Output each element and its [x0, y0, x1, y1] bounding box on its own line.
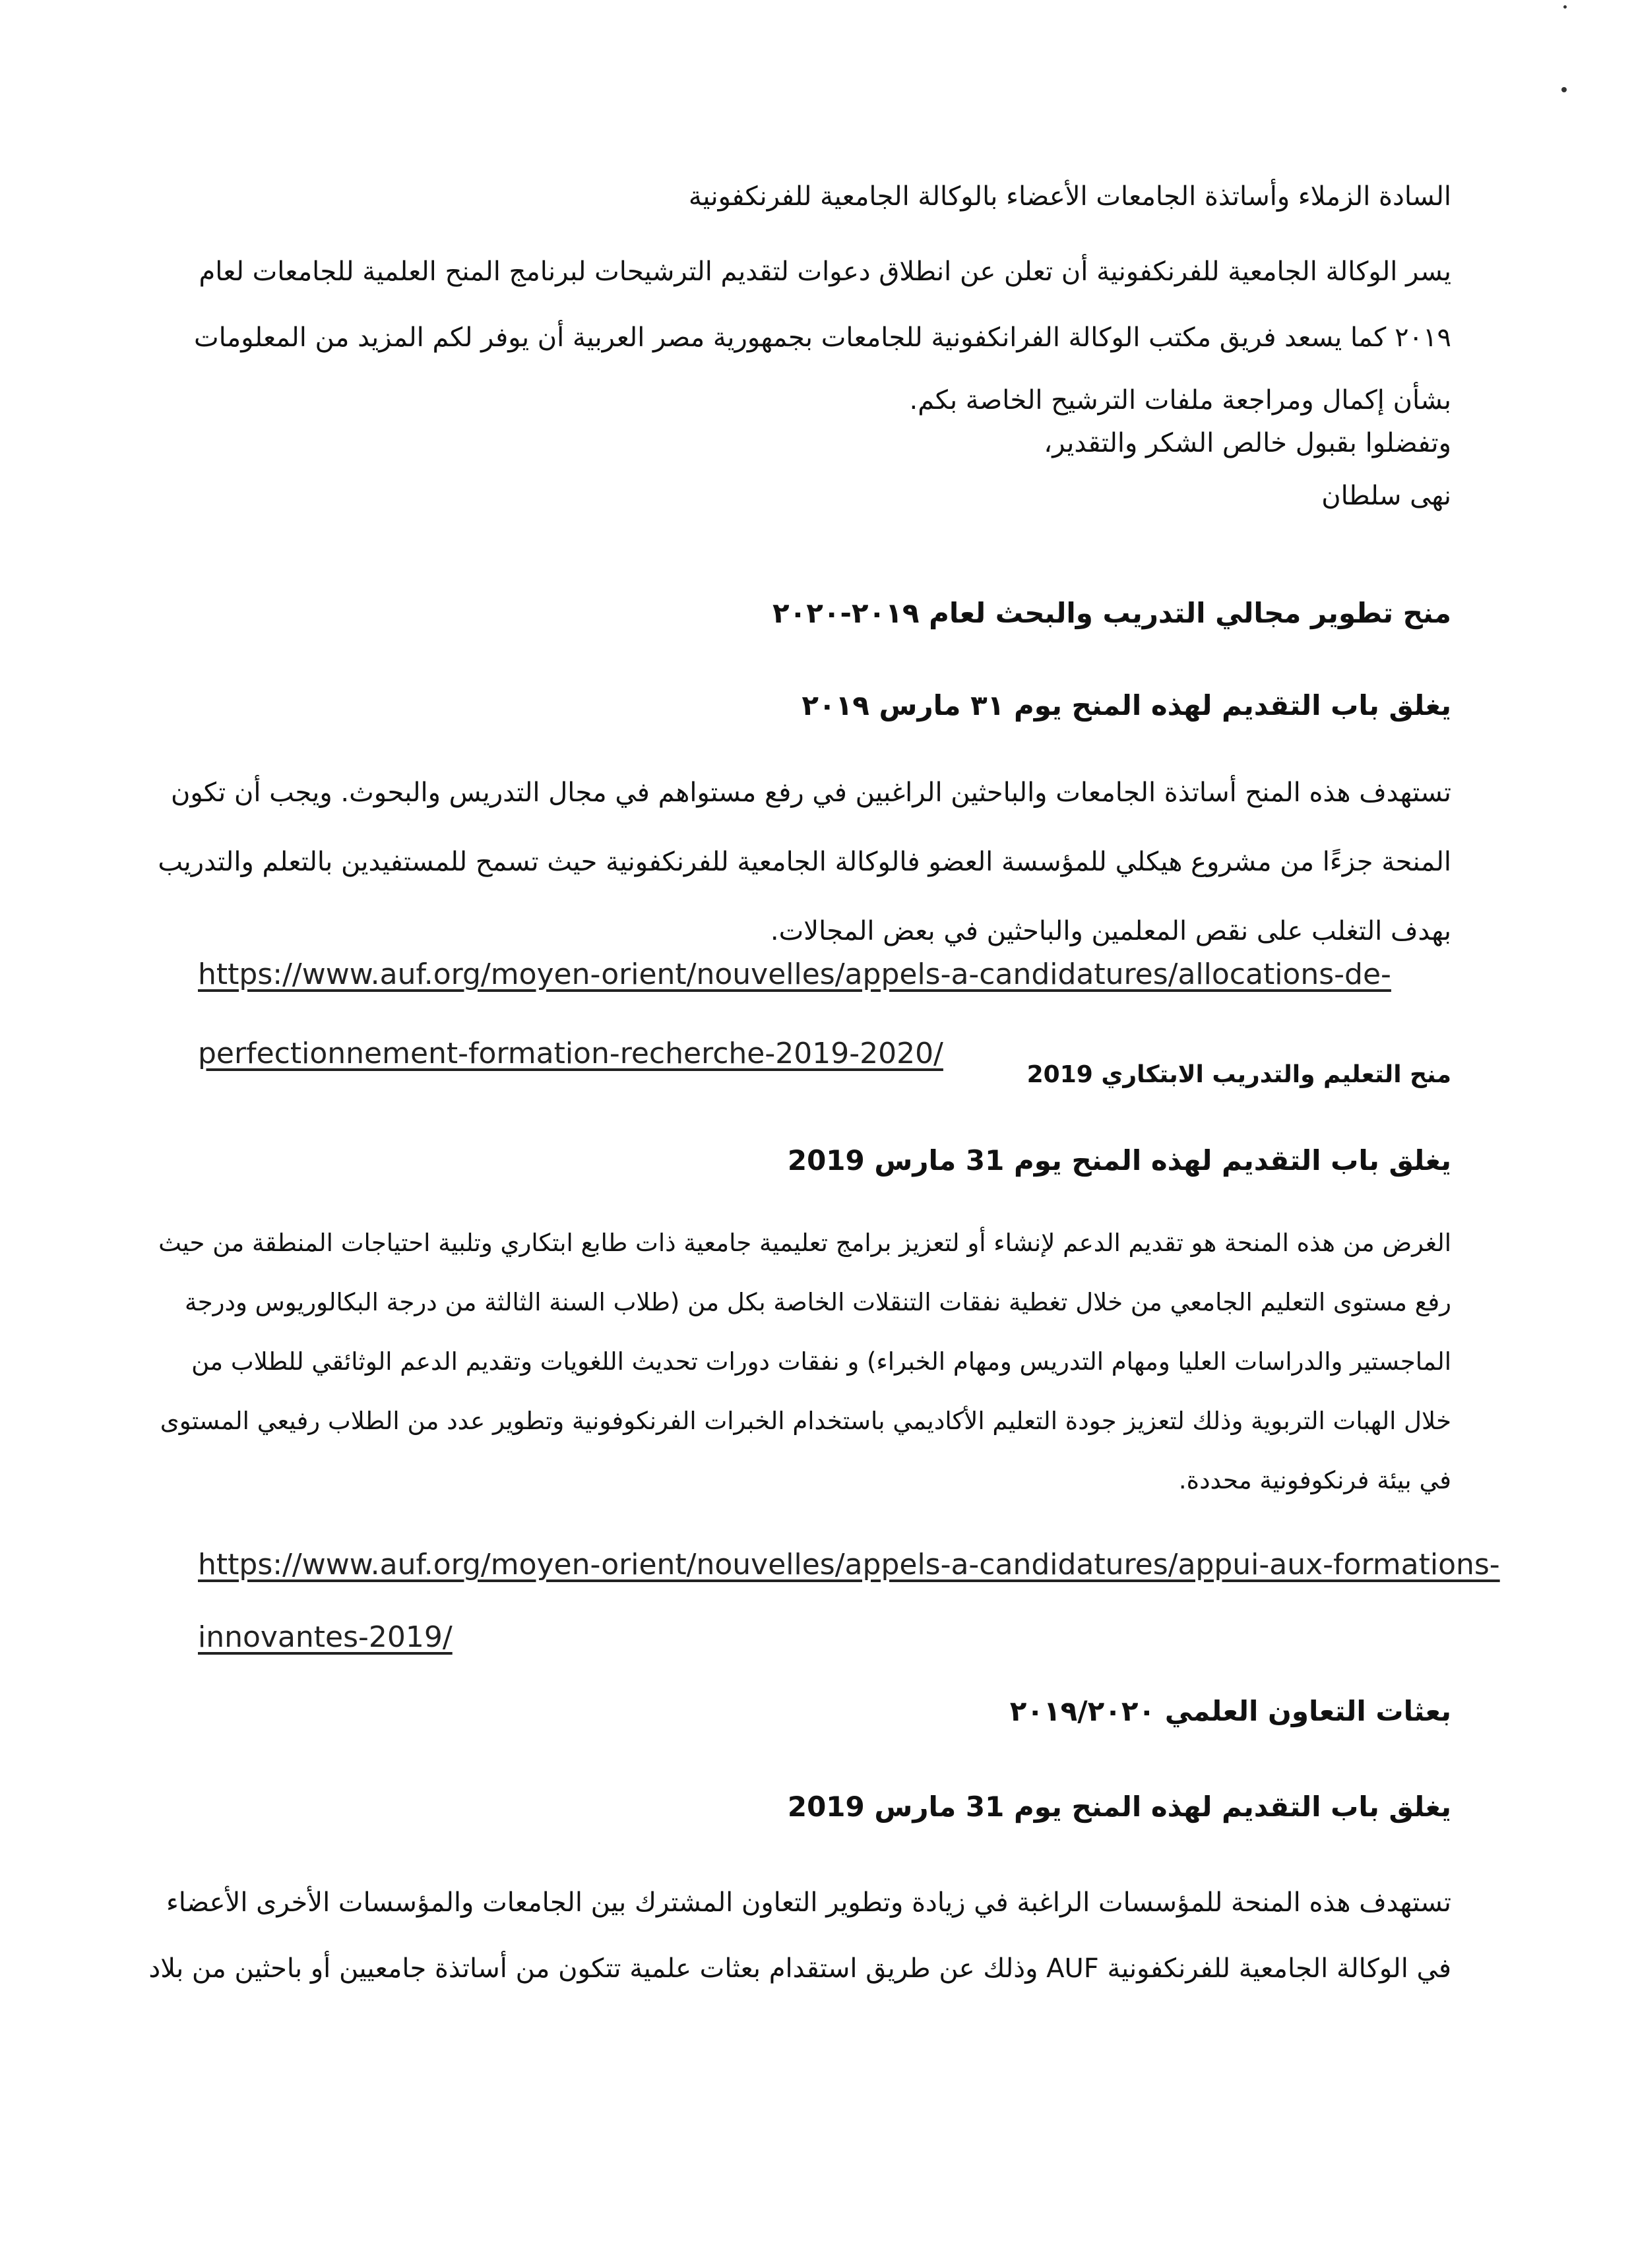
- section2-deadline: يغلق باب التقديم لهذه المنح يوم 31 مارس 2019: [787, 1144, 1451, 1177]
- section3-line-1: تستهدف هذه المنحة للمؤسسات الراغبة في زيادة وتطوير التعاون المشترك بين الجامعات والمؤسسات الأخرى الأعضاء: [166, 1887, 1451, 1918]
- section1-line-1: تستهدف هذه المنح أساتذة الجامعات والباحثين الراغبين في رفع مستواهم في مجال التدريس والبحوث. ويجب أن تكون: [170, 778, 1451, 808]
- section1-line-2: المنحة جزءًا من مشروع هيكلي للمؤسسة العضو فالوكالة الجامعية للفرنكفونية حيث تسمح للمستفيدين بالتعلم والتدريب: [158, 847, 1451, 877]
- section2-line-1: الغرض من هذه المنحة هو تقديم الدعم لإنشاء أو لتعزيز برامج تعليمية جامعية ذات طابع ابتكاري وتلبية احتياجات المنطقة من حيث: [158, 1229, 1451, 1257]
- intro-line-2: ٢٠١٩ كما يسعد فريق مكتب الوكالة الفرانكفونية للجامعات بجمهورية مصر العربية أن يوفر لكم المزيد من المعلومات: [193, 322, 1451, 353]
- closing-block: [198, 417, 1451, 522]
- section1-title: منح تطوير مجالي التدريب والبحث لعام ٢٠١٩-٢٠٢٠: [772, 597, 1451, 629]
- section2-link[interactable]: [198, 1529, 1500, 1674]
- intro-paragraph: [193, 237, 1451, 432]
- section2-line-4: خلال الهبات التربوية وذلك لتعزيز جودة التعليم الأكاديمي باستخدام الخبرات الفرنكوفونية وتطوير عدد من الطلاب رفيعي المستوى: [160, 1407, 1451, 1435]
- scan-dot: [1561, 87, 1567, 92]
- section2-link-line-2[interactable]: innovantes-2019/: [198, 1620, 453, 1654]
- section3-paragraph: [148, 1870, 1451, 2002]
- section2-line-2: رفع مستوى التعليم الجامعي من خلال تغطية نفقات التنقلات الخاصة بكل من (طلاب السنة الثالثة من درجة البكالوريوس ودرجة: [184, 1288, 1451, 1316]
- salutation: [198, 164, 1451, 230]
- section2-title: منح التعليم والتدريب الابتكاري 2019: [1026, 1061, 1451, 1088]
- section1-link-line-2[interactable]: perfectionnement-formation-recherche-2019-2020/: [198, 1037, 943, 1070]
- section3-line-2: في الوكالة الجامعية للفرنكفونية AUF وذلك عن طريق استقدام بعثات علمية تتكون من أساتذة جامعيين أو باحثين من بلاد: [148, 1953, 1451, 1984]
- signature: نهى سلطان: [1321, 481, 1451, 511]
- intro-line-1: يسر الوكالة الجامعية للفرنكفونية أن تعلن عن انطلاق دعوات لتقديم الترشيحات لبرنامج المنح العلمية للجامعات لعام: [199, 257, 1451, 287]
- section2-line-5: في بيئة فرنكوفونية محددة.: [1178, 1466, 1451, 1494]
- section1-line-3: بهدف التغلب على نقص المعلمين والباحثين في بعض المجالات.: [770, 916, 1451, 946]
- section2-line-3: الماجستير والدراسات العليا ومهام التدريس ومهام الخبراء) و نفقات دورات تحديث اللغويات وتقديم الدعم الوثائقي للطلاب من: [191, 1347, 1451, 1376]
- section1-link-line-1[interactable]: https://www.auf.org/moyen-orient/nouvelles/appels-a-candidatures/allocations-de-: [198, 958, 1391, 991]
- salutation-line: السادة الزملاء وأساتذة الجامعات الأعضاء بالوكالة الجامعية للفرنكفونية: [688, 181, 1451, 212]
- section3-deadline: يغلق باب التقديم لهذه المنح يوم 31 مارس 2019: [787, 1791, 1451, 1823]
- closing-line: وتفضلوا بقبول خالص الشكر والتقدير،: [1044, 428, 1451, 458]
- section1-deadline: يغلق باب التقديم لهذه المنح يوم ٣١ مارس ٢٠١٩: [801, 689, 1451, 721]
- section2-paragraph: [158, 1213, 1451, 1510]
- section3-title: بعثات التعاون العلمي ٢٠١٩/٢٠٢٠: [1009, 1695, 1451, 1727]
- section2-link-line-1[interactable]: https://www.auf.org/moyen-orient/nouvelles/appels-a-candidatures/appui-aux-formations-: [198, 1548, 1500, 1581]
- scan-speck: [1563, 5, 1567, 9]
- intro-line-3: بشأن إكمال ومراجعة ملفات الترشيح الخاصة بكم.: [909, 385, 1451, 415]
